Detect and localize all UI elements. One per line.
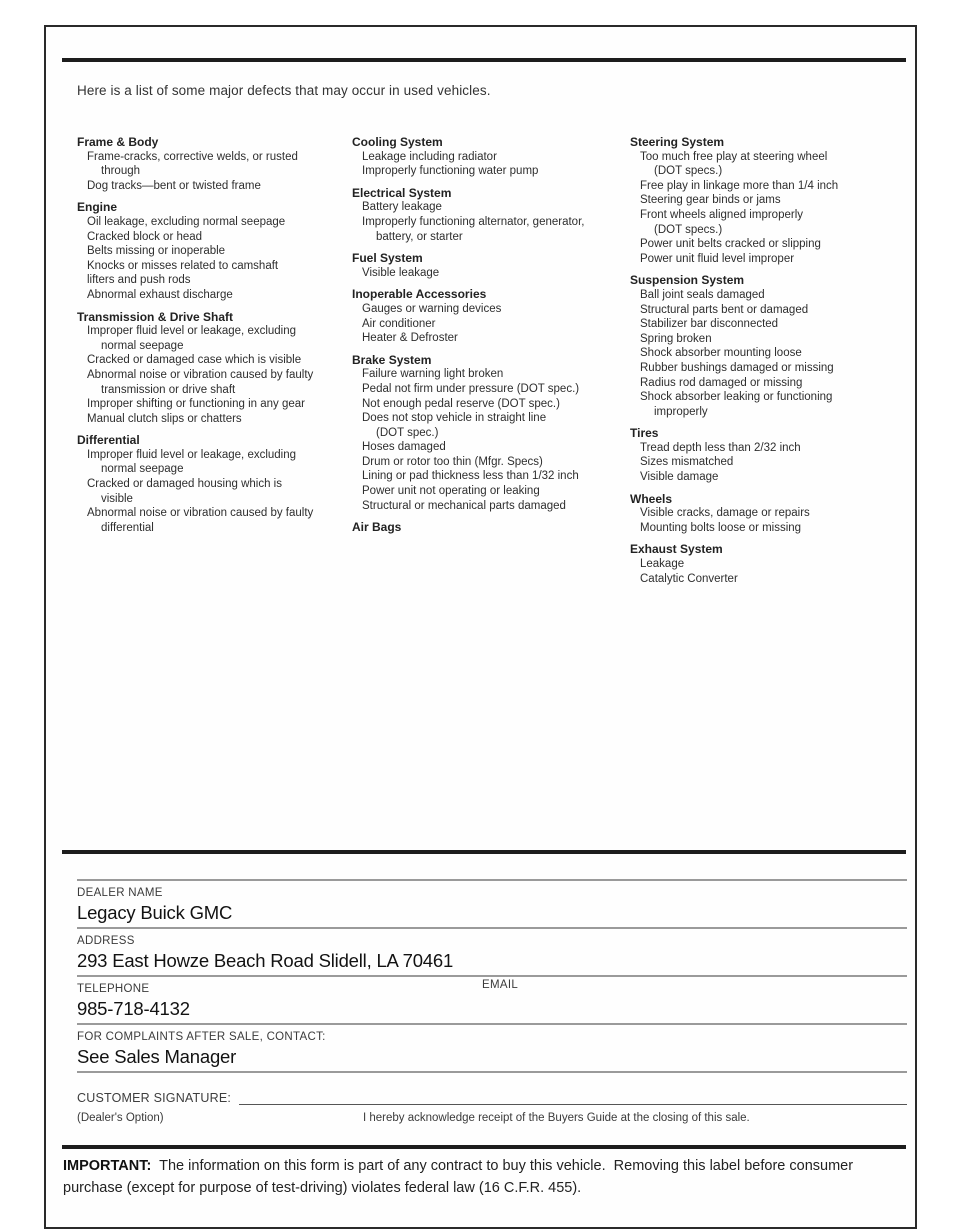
defect-item: transmission or drive shaft [101, 383, 236, 396]
defect-item: lifters and push rods [87, 274, 191, 287]
defect-category-title: Exhaust System [630, 542, 723, 557]
defect-column [77, 135, 352, 593]
dealer-field-labels [77, 977, 907, 997]
dealer-field-labels [77, 1025, 907, 1045]
defect-category [630, 135, 888, 266]
defect-item: Spring broken [640, 332, 712, 345]
top-rule [62, 58, 906, 62]
defect-category-title: Air Bags [352, 520, 402, 535]
customer-signature-label: CUSTOMER SIGNATURE: [77, 1091, 232, 1105]
defect-item: Stabilizer bar disconnected [640, 318, 779, 331]
defect-item: Abnormal exhaust discharge [87, 288, 233, 301]
defect-category-title: Brake System [352, 352, 432, 367]
defect-category [352, 353, 630, 514]
acknowledgment-text: I hereby acknowledge receipt of the Buyers Guide at the closing of this sale. [363, 1112, 750, 1124]
defect-column [630, 135, 888, 593]
defect-item: Front wheels aligned improperly [640, 208, 803, 221]
defect-item: Dog tracks—bent or twisted frame [87, 179, 261, 192]
defect-item: Visible damage [640, 471, 719, 484]
dealer-field [77, 1023, 907, 1071]
defect-item: Structural or mechanical parts damaged [362, 499, 566, 512]
defect-item: Rubber bushings damaged or missing [640, 361, 834, 374]
defect-category-title: Inoperable Accessories [352, 287, 487, 302]
defect-item: Improper shifting or functioning in any gear [87, 398, 305, 411]
defect-category-title: Electrical System [352, 185, 452, 200]
defect-item: Catalytic Converter [640, 572, 738, 585]
field-label: ADDRESS [77, 935, 135, 947]
defect-category-title: Steering System [630, 135, 725, 149]
defect-item: Pedal not firm under pressure (DOT spec.) [362, 382, 580, 395]
defect-item: (DOT specs.) [654, 165, 723, 178]
dealers-option-label: (Dealer's Option) [77, 1112, 164, 1124]
defect-item: Manual clutch slips or chatters [87, 412, 242, 425]
defect-category [630, 426, 888, 484]
defect-item: Lining or pad thickness less than 1/32 inch [362, 470, 579, 483]
defect-item: normal seepage [101, 339, 184, 352]
field-label: EMAIL [482, 979, 519, 991]
field-value[interactable]: Legacy Buick GMC [77, 902, 233, 923]
field-label: FOR COMPLAINTS AFTER SALE, CONTACT: [77, 1031, 326, 1043]
dealer-info-section [77, 879, 907, 1073]
defect-item: Oil leakage, excluding normal seepage [87, 215, 286, 228]
defects-intro-text: Here is a list of some major defects that may occur in used vehicles. [77, 83, 491, 98]
defect-item: Leakage including radiator [362, 150, 497, 163]
defect-item: Hoses damaged [362, 441, 446, 454]
defect-item: Visible cracks, damage or repairs [640, 507, 810, 520]
defect-category-title: Cooling System [352, 135, 443, 149]
defect-category-title: Frame & Body [77, 135, 159, 149]
field-label: DEALER NAME [77, 887, 163, 899]
defect-category-title: Fuel System [352, 251, 423, 266]
defect-item: Free play in linkage more than 1/4 inch [640, 179, 839, 192]
defect-item: Power unit belts cracked or slipping [640, 238, 821, 251]
customer-signature-row [77, 1090, 907, 1105]
defect-item: Cracked or damaged housing which is [87, 478, 282, 491]
defect-item: Too much free play at steering wheel [640, 150, 828, 163]
defect-category [352, 186, 630, 244]
defect-item: Abnormal noise or vibration caused by faulty [87, 368, 314, 381]
dealer-field-labels [77, 929, 907, 949]
dealer-field [77, 879, 907, 927]
defect-item: Does not stop vehicle in straight line [362, 412, 547, 425]
defect-item: Knocks or misses related to camshaft [87, 259, 279, 272]
important-notice [63, 1155, 887, 1199]
field-label: TELEPHONE [77, 983, 150, 995]
defect-category [77, 310, 352, 427]
defect-category [630, 542, 888, 586]
defect-category-title: Engine [77, 200, 118, 215]
defect-item: through [101, 165, 141, 178]
defect-item: Air conditioner [362, 317, 436, 330]
defect-category-title: Tires [630, 426, 659, 441]
signature-sub-row [77, 1112, 907, 1124]
defect-item: Steering gear binds or jams [640, 194, 781, 207]
defect-item: Improperly functioning water pump [362, 165, 539, 178]
defect-columns [77, 135, 888, 593]
defect-item: Improper fluid level or leakage, excluding [87, 448, 297, 461]
defect-item: Frame-cracks, corrective welds, or rusted [87, 150, 298, 163]
defect-category [77, 433, 352, 535]
defect-category-title: Differential [77, 433, 140, 448]
defect-category [630, 492, 888, 536]
defect-item: Ball joint seals damaged [640, 288, 765, 301]
defect-category [77, 135, 352, 193]
defect-item: (DOT specs.) [654, 223, 723, 236]
defect-item: Improperly functioning alternator, generator, [362, 215, 585, 228]
dealer-field-labels [77, 881, 907, 901]
customer-signature-line[interactable] [239, 1090, 907, 1105]
defect-item: Mounting bolts loose or missing [640, 521, 802, 534]
defect-item: differential [101, 521, 154, 534]
defect-category [77, 200, 352, 302]
defect-item: battery, or starter [376, 230, 463, 243]
defect-item: improperly [654, 405, 708, 418]
field-divider [77, 1071, 907, 1073]
defect-item: Tread depth less than 2/32 inch [640, 441, 801, 454]
important-section-rule [62, 1145, 906, 1149]
defect-item: Power unit not operating or leaking [362, 485, 540, 498]
defect-item: Shock absorber leaking or functioning [640, 391, 833, 404]
defect-item: Failure warning light broken [362, 368, 504, 381]
defect-item: Belts missing or inoperable [87, 245, 226, 258]
defect-column [352, 135, 630, 593]
defect-category [630, 273, 888, 419]
defect-category-title: Wheels [630, 491, 673, 506]
important-text: The information on this form is part of any contract to buy this vehicle. Removing this label before consumer purchase (except for purpose of test-driving) violates federal law (16 C.F.R. 455). [63, 1158, 858, 1196]
defect-category-title: Transmission & Drive Shaft [77, 309, 234, 324]
important-label: IMPORTANT: [63, 1158, 152, 1174]
defect-item: Leakage [640, 558, 685, 571]
dealer-field [77, 975, 907, 1023]
defect-category-title: Suspension System [630, 273, 745, 288]
dealer-section-rule [62, 850, 906, 854]
defect-item: Gauges or warning devices [362, 302, 502, 315]
defect-item: Sizes mismatched [640, 456, 734, 469]
defect-item: normal seepage [101, 463, 184, 476]
defect-item: Structural parts bent or damaged [640, 303, 809, 316]
defect-item: Cracked or damaged case which is visible [87, 354, 302, 367]
defect-item: Improper fluid level or leakage, excluding [87, 325, 297, 338]
document-border-box [44, 25, 917, 1229]
defect-item: Visible leakage [362, 266, 440, 279]
defect-category [352, 520, 630, 535]
defect-item: Shock absorber mounting loose [640, 347, 802, 360]
defect-item: Radius rod damaged or missing [640, 376, 803, 389]
defect-item: (DOT spec.) [376, 426, 439, 439]
field-value[interactable]: 293 East Howze Beach Road Slidell, LA 70461 [77, 950, 454, 971]
field-value[interactable]: See Sales Manager [77, 1046, 237, 1067]
defect-item: Not enough pedal reserve (DOT spec.) [362, 397, 560, 410]
defect-category [352, 251, 630, 280]
defect-item: Battery leakage [362, 201, 442, 214]
dealer-field [77, 927, 907, 975]
defect-item: visible [101, 492, 133, 505]
defect-item: Abnormal noise or vibration caused by faulty [87, 507, 314, 520]
defect-item: Drum or rotor too thin (Mfgr. Specs) [362, 455, 543, 468]
defect-item: Power unit fluid level improper [640, 252, 795, 265]
field-value[interactable]: 985-718-4132 [77, 998, 190, 1019]
defect-category [352, 287, 630, 345]
defect-category [352, 135, 630, 179]
defect-item: Heater & Defroster [362, 332, 458, 345]
defect-item: Cracked block or head [87, 230, 203, 243]
